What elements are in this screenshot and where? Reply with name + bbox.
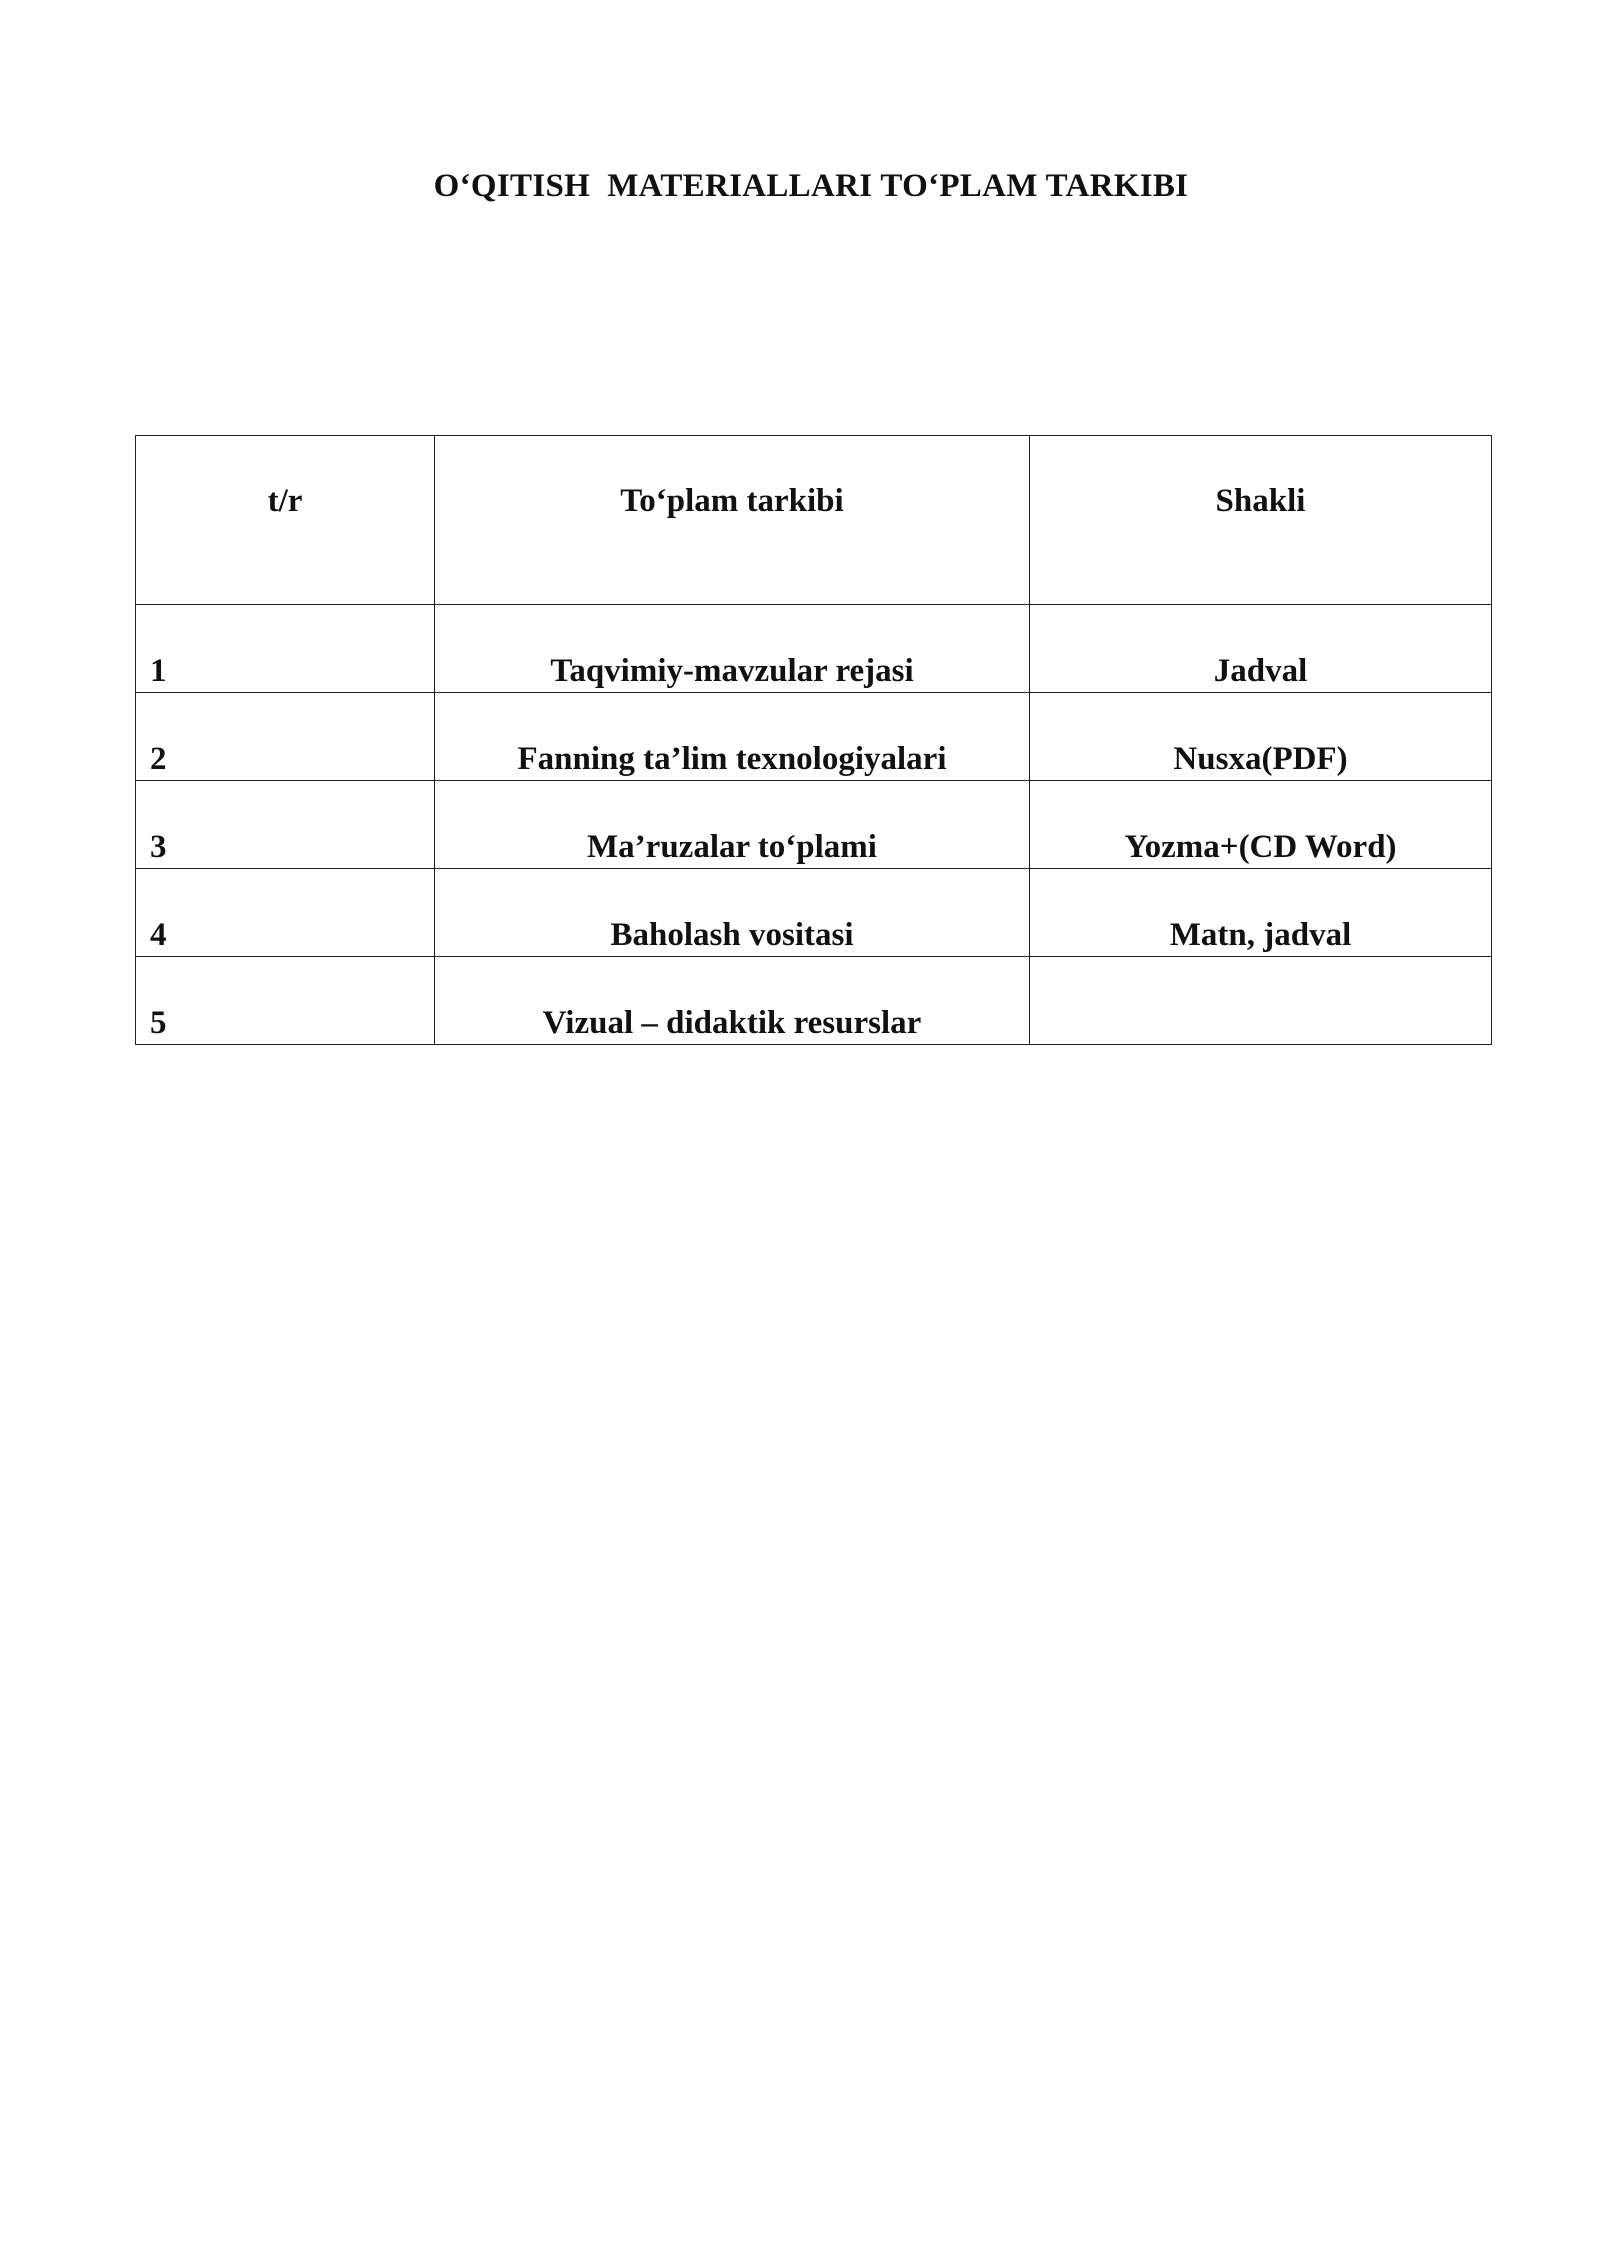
row-content: Taqvimiy-mavzular rejasi	[435, 605, 1030, 693]
table-header-row	[136, 436, 1492, 605]
header-form: Shakli	[1030, 436, 1492, 605]
page-title: O‘QITISH MATERIALLARI TO‘PLAM TARKIBI	[433, 168, 1189, 204]
row-number: 5	[136, 957, 435, 1045]
row-number: 4	[136, 869, 435, 957]
table-row	[136, 781, 1492, 869]
row-number: 2	[136, 693, 435, 781]
table-row	[136, 869, 1492, 957]
header-number: t/r	[136, 436, 435, 605]
row-form	[1030, 957, 1492, 1045]
table-row	[136, 693, 1492, 781]
table-row	[136, 605, 1492, 693]
materials-table	[135, 435, 1492, 1045]
row-number: 1	[136, 605, 435, 693]
header-content: To‘plam tarkibi	[435, 436, 1030, 605]
row-form: Nusxa(PDF)	[1030, 693, 1492, 781]
row-content: Ma’ruzalar to‘plami	[435, 781, 1030, 869]
row-content: Fanning ta’lim texnologiyalari	[435, 693, 1030, 781]
table-row	[136, 957, 1492, 1045]
row-content: Baholash vositasi	[435, 869, 1030, 957]
row-form: Jadval	[1030, 605, 1492, 693]
row-form: Yozma+(CD Word)	[1030, 781, 1492, 869]
row-content: Vizual – didaktik resurslar	[435, 957, 1030, 1045]
row-form: Matn, jadval	[1030, 869, 1492, 957]
row-number: 3	[136, 781, 435, 869]
